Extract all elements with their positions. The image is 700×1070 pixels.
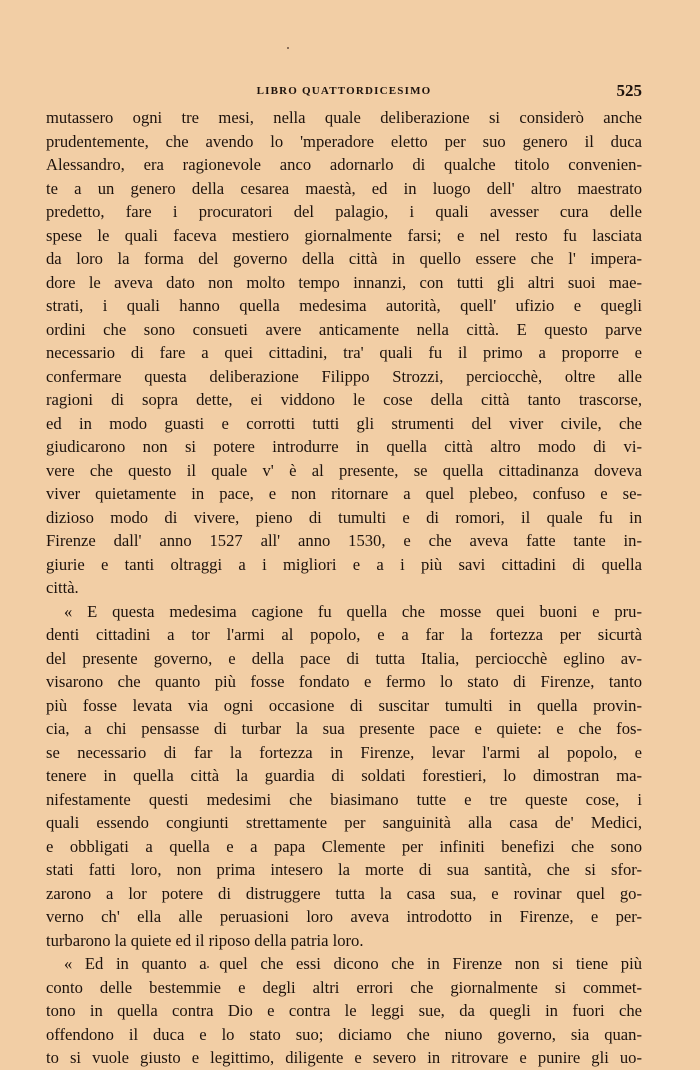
text-line: « Ed in quanto a quel che essi dicono che in Firenze non si tiene più [64,954,642,973]
text-line: turbarono la quiete ed il riposo della patria loro. [46,930,364,950]
text-line: se necessario di far la fortezza in Firenze, levar l'armi al popolo, e [46,742,642,762]
text-line: denti cittadini a tor l'armi al popolo, e a far la fortezza per sicurtà [46,625,642,644]
running-title: LIBRO QUATTORDICESIMO [256,85,432,97]
text-line: da loro la forma del governo della città in quello essere che l' impera- [46,249,642,268]
ink-speck [287,47,289,49]
text-line: spese le quali faceva mestiero giornalmente farsi; e nel resto fu lasciata [46,225,642,245]
text-line: quali essendo congiunti strettamente per sanguinità alla casa de' Medici, [46,813,642,832]
text-line: dizioso modo di vivere, pieno di tumulti e di romori, il quale fu in [46,507,642,527]
text-line: strati, i quali hanno quella medesima autorità, quell' ufizio e quegli [46,296,642,315]
text-line: « E questa medesima cagione fu quella che mosse quei buoni e pru- [64,601,642,621]
text-line: ed in modo guasti e corrotti tutti gli strumenti del viver civile, che [46,413,642,433]
body-text [46,106,642,1070]
text-line: tono in quella contra Dio e contra le leggi sue, da quegli in fuori che [46,1001,642,1020]
text-line: del presente governo, e della pace di tutta Italia, perciocchè eglino av- [46,648,642,668]
page-header [46,81,642,103]
text-line: verno ch' ella alle peruasioni loro aveva introdotto in Firenze, e per- [46,907,642,926]
text-line: conto delle bestemmie e degli altri errori che giornalmente si commet- [46,977,642,997]
text-line: più fosse levata via ogni occasione di suscitar tumulti in quella provin- [46,695,642,715]
page-number: 525 [616,81,642,100]
text-line: giudicarono non si potere introdurre in quella città altro modo di vi- [46,437,642,456]
text-line: cia, a chi pensasse di turbar la sua presente pace e quiete: e che fos- [46,719,642,738]
text-line: città. [46,578,79,597]
text-line: stati fatti loro, non prima intesero la morte di sua santità, che si sfor- [46,860,642,879]
text-line: mutassero ogni tre mesi, nella quale deliberazione si considerò anche [46,108,642,127]
text-line: e obbligati a quella e a papa Clemente per infiniti benefizi che sono [46,836,642,856]
text-line: necessario di fare a quei cittadini, tra' quali fu il primo a proporre e [46,343,642,362]
text-line: tenere in quella città la guardia di soldati forestieri, lo dimostran ma- [46,766,642,785]
text-line: viver quietamente in pace, e non ritornare a quel plebeo, confuso e se- [46,484,642,503]
text-line: ordini che sono consueti avere anticamente nella città. E questo parve [46,319,642,339]
text-line: nifestamente questi medesimi che biasimano tutte e tre queste cose, i [46,789,642,809]
text-line: prudentemente, che avendo lo 'mperadore eletto per suo genero il duca [46,131,642,151]
text-line: confermare questa deliberazione Filippo Strozzi, perciocchè, oltre alle [46,366,642,386]
text-line: to si vuole giusto e legittimo, diligente e severo in ritrovare e punire gli uo- [46,1048,642,1067]
text-line: visarono che quanto più fosse fondato e fermo lo stato di Firenze, tanto [46,672,642,691]
text-line: dore le aveva dato non molto tempo innanzi, con tutti gli altri suoi mae- [46,272,642,292]
text-line: zarono a lor potere di distruggere tutta la casa sua, e rovinar quel go- [46,883,642,903]
text-line: Alessandro, era ragionevole anco adornarlo di qualche titolo convenien- [46,155,642,174]
text-line: te a un genero della cesarea maestà, ed in luogo dell' altro maestrato [46,178,642,198]
text-line: giurie e tanti oltraggi a i migliori e a i più savi cittadini di quella [46,554,642,574]
text-line: ragioni di sopra dette, ei viddono le cose della città tanto trascorse, [46,390,642,409]
text-line: offendono il duca e lo stato suo; diciamo che niuno governo, sia quan- [46,1024,642,1044]
text-line: predetto, fare i procuratori del palagio, i quali avesser cura delle [46,202,642,221]
text-line: Firenze dall' anno 1527 all' anno 1530, e che aveva fatte tante in- [46,531,642,550]
text-line: vere che questo il quale v' è al presente, se quella cittadinanza doveva [46,460,642,480]
